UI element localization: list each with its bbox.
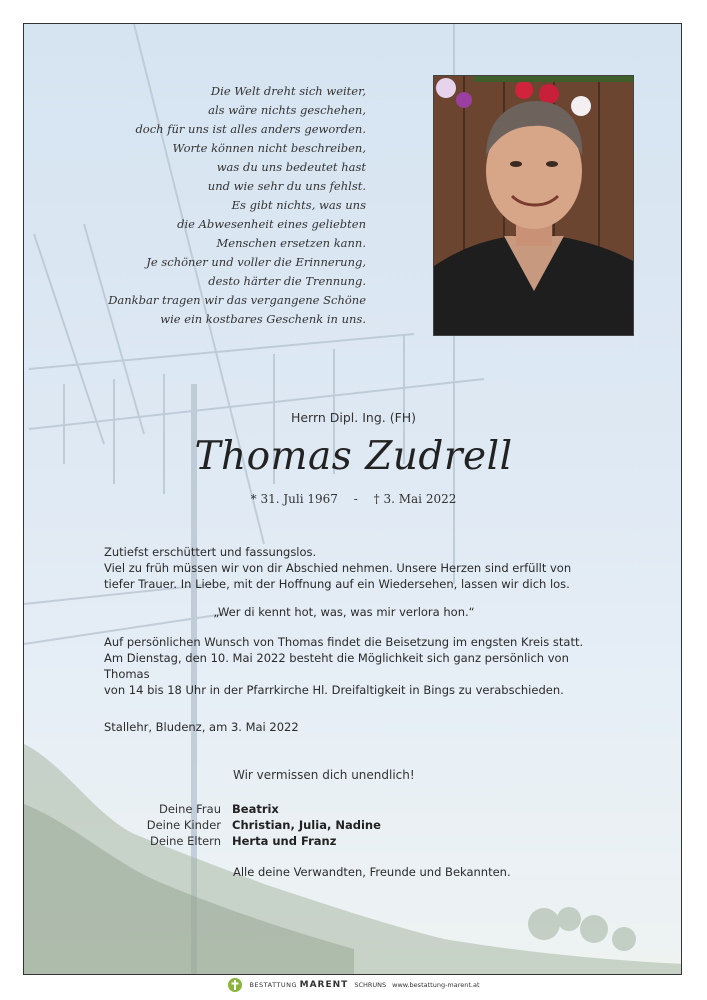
date-separator: - (353, 492, 358, 506)
text-line: Zutiefst erschüttert und fassungslos. (104, 545, 317, 559)
text-line: von 14 bis 18 Uhr in der Pfarrkirche Hl. Dreifaltigkeit in Bings zu verabschieden. (104, 683, 564, 697)
poem-line: was du uns bedeutet hast (216, 160, 366, 174)
cross-logo-icon (227, 977, 243, 993)
poem-line: Es gibt nichts, was uns (231, 198, 366, 212)
poem-line: die Abwesenheit eines geliebten (177, 217, 366, 231)
family-row (124, 817, 381, 833)
footer-brand (249, 980, 348, 990)
poem-line: Die Welt dreht sich weiter, (210, 84, 366, 98)
poem-line: Je schöner und voller die Erinnerung, (146, 255, 366, 269)
text-line: tiefer Trauer. In Liebe, mit der Hoffnung auf ein Wiedersehen, lassen wir dich los. (104, 577, 570, 591)
family-names: Herta und Franz (232, 834, 337, 848)
miss-you-line: Wir vermissen dich unendlich! (233, 768, 415, 782)
family-relation: Deine Eltern (149, 834, 221, 848)
family-relation: Deine Kinder (146, 818, 221, 832)
family-list (124, 801, 381, 849)
poem-line: Menschen ersetzen kann. (216, 236, 366, 250)
poem-line: desto härter die Trennung. (208, 274, 366, 288)
text-line: Viel zu früh müssen wir von dir Abschied nehmen. Unsere Herzen sind erfüllt von (104, 561, 572, 575)
family-names: Christian, Julia, Nadine (232, 818, 381, 832)
text-line: Am Dienstag, den 10. Mai 2022 besteht die Möglichkeit sich ganz persönlich von Thomas (104, 651, 569, 681)
place-and-date: Stallehr, Bludenz, am 3. Mai 2022 (104, 720, 299, 734)
funeral-home-footer (0, 976, 707, 994)
footer-town: SCHRUNS (354, 981, 387, 989)
obituary-frame (23, 23, 682, 975)
deceased-name: Thomas Zudrell (194, 434, 513, 479)
family-names: Beatrix (232, 802, 279, 816)
family-row (124, 833, 381, 849)
closing-line: Alle deine Verwandten, Freunde und Bekannten. (233, 865, 511, 879)
memorial-poem (46, 82, 366, 329)
birth-date: * 31. Juli 1967 (250, 492, 338, 506)
brand-name: MARENT (299, 980, 349, 990)
poem-line: Worte können nicht beschreiben, (172, 141, 366, 155)
life-dates (24, 492, 682, 506)
portrait-photo (433, 75, 634, 336)
dialect-quote: „Wer di kennt hot, was, was mir verlora hon.“ (213, 605, 475, 619)
footer-website[interactable]: www.bestattung-marent.at (392, 981, 480, 989)
death-date: † 3. Mai 2022 (373, 492, 457, 506)
announcement-text (104, 544, 584, 698)
family-relation: Deine Frau (159, 802, 221, 816)
title-prefix: Herrn Dipl. Ing. (FH) (290, 410, 417, 425)
family-row (124, 801, 381, 817)
poem-line: als wäre nichts geschehen, (208, 103, 366, 117)
brand-prefix: BESTATTUNG (249, 981, 298, 989)
poem-line: doch für uns ist alles anders geworden. (135, 122, 366, 136)
poem-line: Dankbar tragen wir das vergangene Schöne (108, 293, 366, 307)
poem-line: und wie sehr du uns fehlst. (207, 179, 366, 193)
poem-line: wie ein kostbares Geschenk in uns. (160, 312, 366, 326)
text-line: Auf persönlichen Wunsch von Thomas findet die Beisetzung im engsten Kreis statt. (104, 635, 584, 649)
